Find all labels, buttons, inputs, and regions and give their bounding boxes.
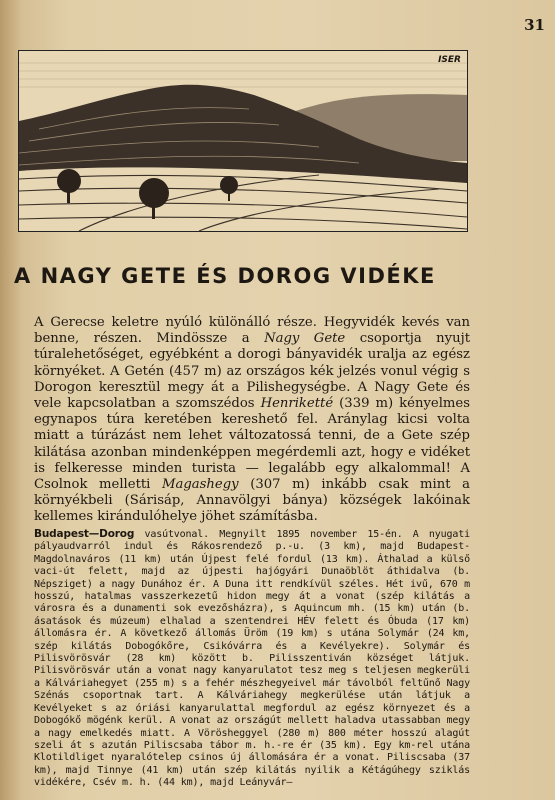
intro-text-1: A Gerecse keletre nyúló különálló része. Hegyvidék kevés van benne, részen. Mindössze a xyxy=(34,315,470,347)
chapter-title: A NAGY GETE ÉS DOROG VIDÉKE xyxy=(14,264,436,288)
illustrator-signature: ISER xyxy=(438,55,461,65)
route-text: vasútvonal. Megnyilt 1895 november 15-én. A nyugati pályaudvarról indul és Rákosrendező p.-u. (3 km), majd Budapest-Magdolnaváros (11 km) után Újpest felé fordul (13 km). Áthalad a külső vaci-út felett, majd az újpesti hajógyári Dunaöblöt áthidalva (b. Népsziget) a nagy Dunához ér. A Duna itt rendkívül széles. Hét ivű, 670 m hosszú, hatalmas vasszerkezetű hidon megy át a vonat (szép kilátás a városra és a dunamenti sok evezősházra), s Aquincum mh. (15 km) után (b. ásatások és múzeum) elhalad a szentendrei HÉV felett és Óbuda (17 km) állomásra ér. A következő állomás Üröm (19 km) s utána Solymár (24 km, szép kilátás Dobogókőre, Csikóvárra és a Kevélyekre). Solymár és Pilisvörösvár (28 km) között b. Pilisszentiván községet látjuk. Pilisvörösvár után a vonat nagy kanyarulatot tesz meg s teljesen megkerüli a Kálváriahegyet (255 m) s a fehér mészhegyeivel már távolból feltűnő Nagy Szénás csoportnak tart. A Kálváriahegy megkerülése után látjuk a Kevélyeket s az óriási kanyarulattal megfordul az egész környezet és a Dobogókő mögénk kerül. A vonat az országút mellett haladva utassabban megy a nagy emelkedés miatt. A Vörösheggyel (280 m) 800 méter hosszú alagút szeli át s azután Piliscsaba tábor m. h.-re ér (35 km). Egy km-rel utána Klotildliget nyaralótelep csinos új állomására ér a vonat. Piliscsaba (37 km), majd Tinnye (41 km) után szép kilátás nyilik a Kétágúhegy sziklás vidékére, Csév m. h. (44 km), majd Leányvár— xyxy=(34,529,470,789)
landscape-illustration xyxy=(18,50,468,232)
place-henriketto: Henriketté xyxy=(260,396,334,412)
place-nagy-gete: Nagy Gete xyxy=(264,331,346,347)
place-magashegy: Magashegy xyxy=(162,477,239,493)
route-description xyxy=(34,528,470,790)
intro-text-4: (307 m) inkább csak mint a környékbeli (Sárisáp, Annavölgyi bánya) községek lakóinak kellemes kirándulóhelye jöhet számításba. xyxy=(34,477,470,525)
landscape-drawing xyxy=(19,51,467,231)
intro-paragraph xyxy=(34,315,470,526)
intro-text-2: csoportja nyujt túralehetőséget, egyébként a dorogi bányavidék uralja az egész környéket. A Getén (457 m) az országos kék jelzés vonul végig s Dorogon keresztül megy át a Pilishegységbe. A Nagy Gete és vele kapcsolatban a szomszédos xyxy=(34,331,470,412)
page-number: 31 xyxy=(524,16,545,34)
route-heading: Budapest—Dorog xyxy=(34,528,135,540)
intro-text-3: (339 m) kényelmes egynapos túra keretében kereshető fel. Aránylag kicsi volta miatt a túrázást nem lehet változatossá tenni, de a Gete szép kilátása azonban mindenképpen megérdemli azt, hogy e vidéket is felkeresse minden turista — legalább egy alkalommal! A Csolnok melletti xyxy=(34,396,470,493)
